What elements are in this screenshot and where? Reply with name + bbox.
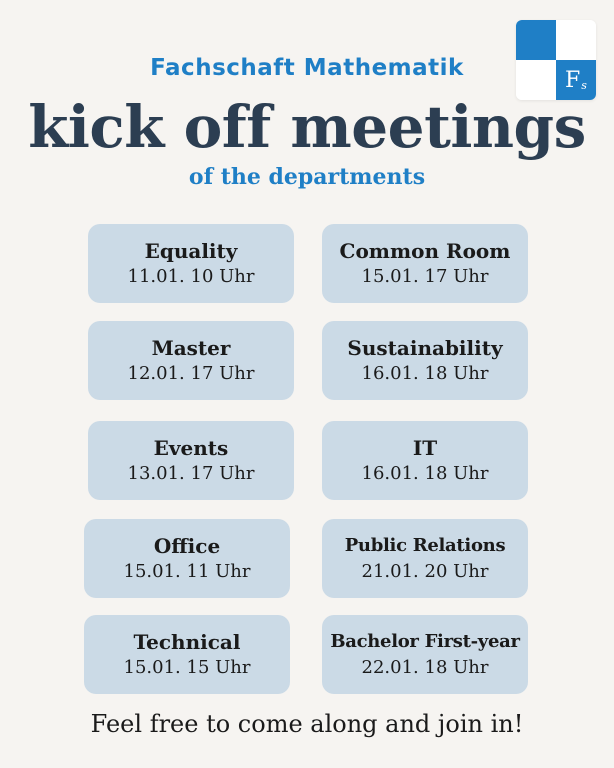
meeting-card-public-relations xyxy=(322,519,528,598)
meeting-name: IT xyxy=(412,435,438,460)
meeting-time: 13.01. 17 Uhr xyxy=(127,462,255,484)
meeting-card-bachelor-first-year xyxy=(322,615,528,694)
organization-name: Fachschaft Mathematik xyxy=(150,55,464,81)
meeting-card-common-room xyxy=(322,224,528,303)
meeting-card-office xyxy=(84,519,290,598)
meeting-card-events xyxy=(88,421,294,500)
meeting-name: Bachelor First-year xyxy=(330,630,520,652)
meeting-name: Public Relations xyxy=(344,534,506,556)
logo-quadrant-top-left xyxy=(516,20,556,60)
meeting-card-it xyxy=(322,421,528,500)
footer-invitation: Feel free to come along and join in! xyxy=(90,710,524,738)
meeting-name: Sustainability xyxy=(347,335,503,360)
page-title: kick off meetings xyxy=(28,93,586,161)
meeting-name: Equality xyxy=(144,238,238,263)
meeting-time: 15.01. 11 Uhr xyxy=(123,560,251,582)
meeting-time: 22.01. 18 Uhr xyxy=(361,656,489,678)
meeting-time: 12.01. 17 Uhr xyxy=(127,362,255,384)
logo-sub: s xyxy=(581,78,587,92)
meeting-time: 16.01. 18 Uhr xyxy=(361,462,489,484)
meeting-name: Office xyxy=(153,533,221,558)
meeting-time: 15.01. 15 Uhr xyxy=(123,656,251,678)
meeting-time: 11.01. 10 Uhr xyxy=(127,265,255,287)
meeting-name: Events xyxy=(153,435,229,460)
meeting-card-sustainability xyxy=(322,321,528,400)
meeting-card-technical xyxy=(84,615,290,694)
logo-letter: F xyxy=(565,67,581,93)
meeting-name: Common Room xyxy=(339,238,511,263)
meeting-card-master xyxy=(88,321,294,400)
meeting-name: Master xyxy=(151,335,231,360)
meeting-time: 21.01. 20 Uhr xyxy=(361,560,489,582)
meeting-name: Technical xyxy=(133,629,241,654)
page-subtitle: of the departments xyxy=(188,164,426,190)
logo-quadrant-top-right xyxy=(556,20,596,60)
meeting-card-equality xyxy=(88,224,294,303)
meeting-time: 16.01. 18 Uhr xyxy=(361,362,489,384)
meeting-time: 15.01. 17 Uhr xyxy=(361,265,489,287)
